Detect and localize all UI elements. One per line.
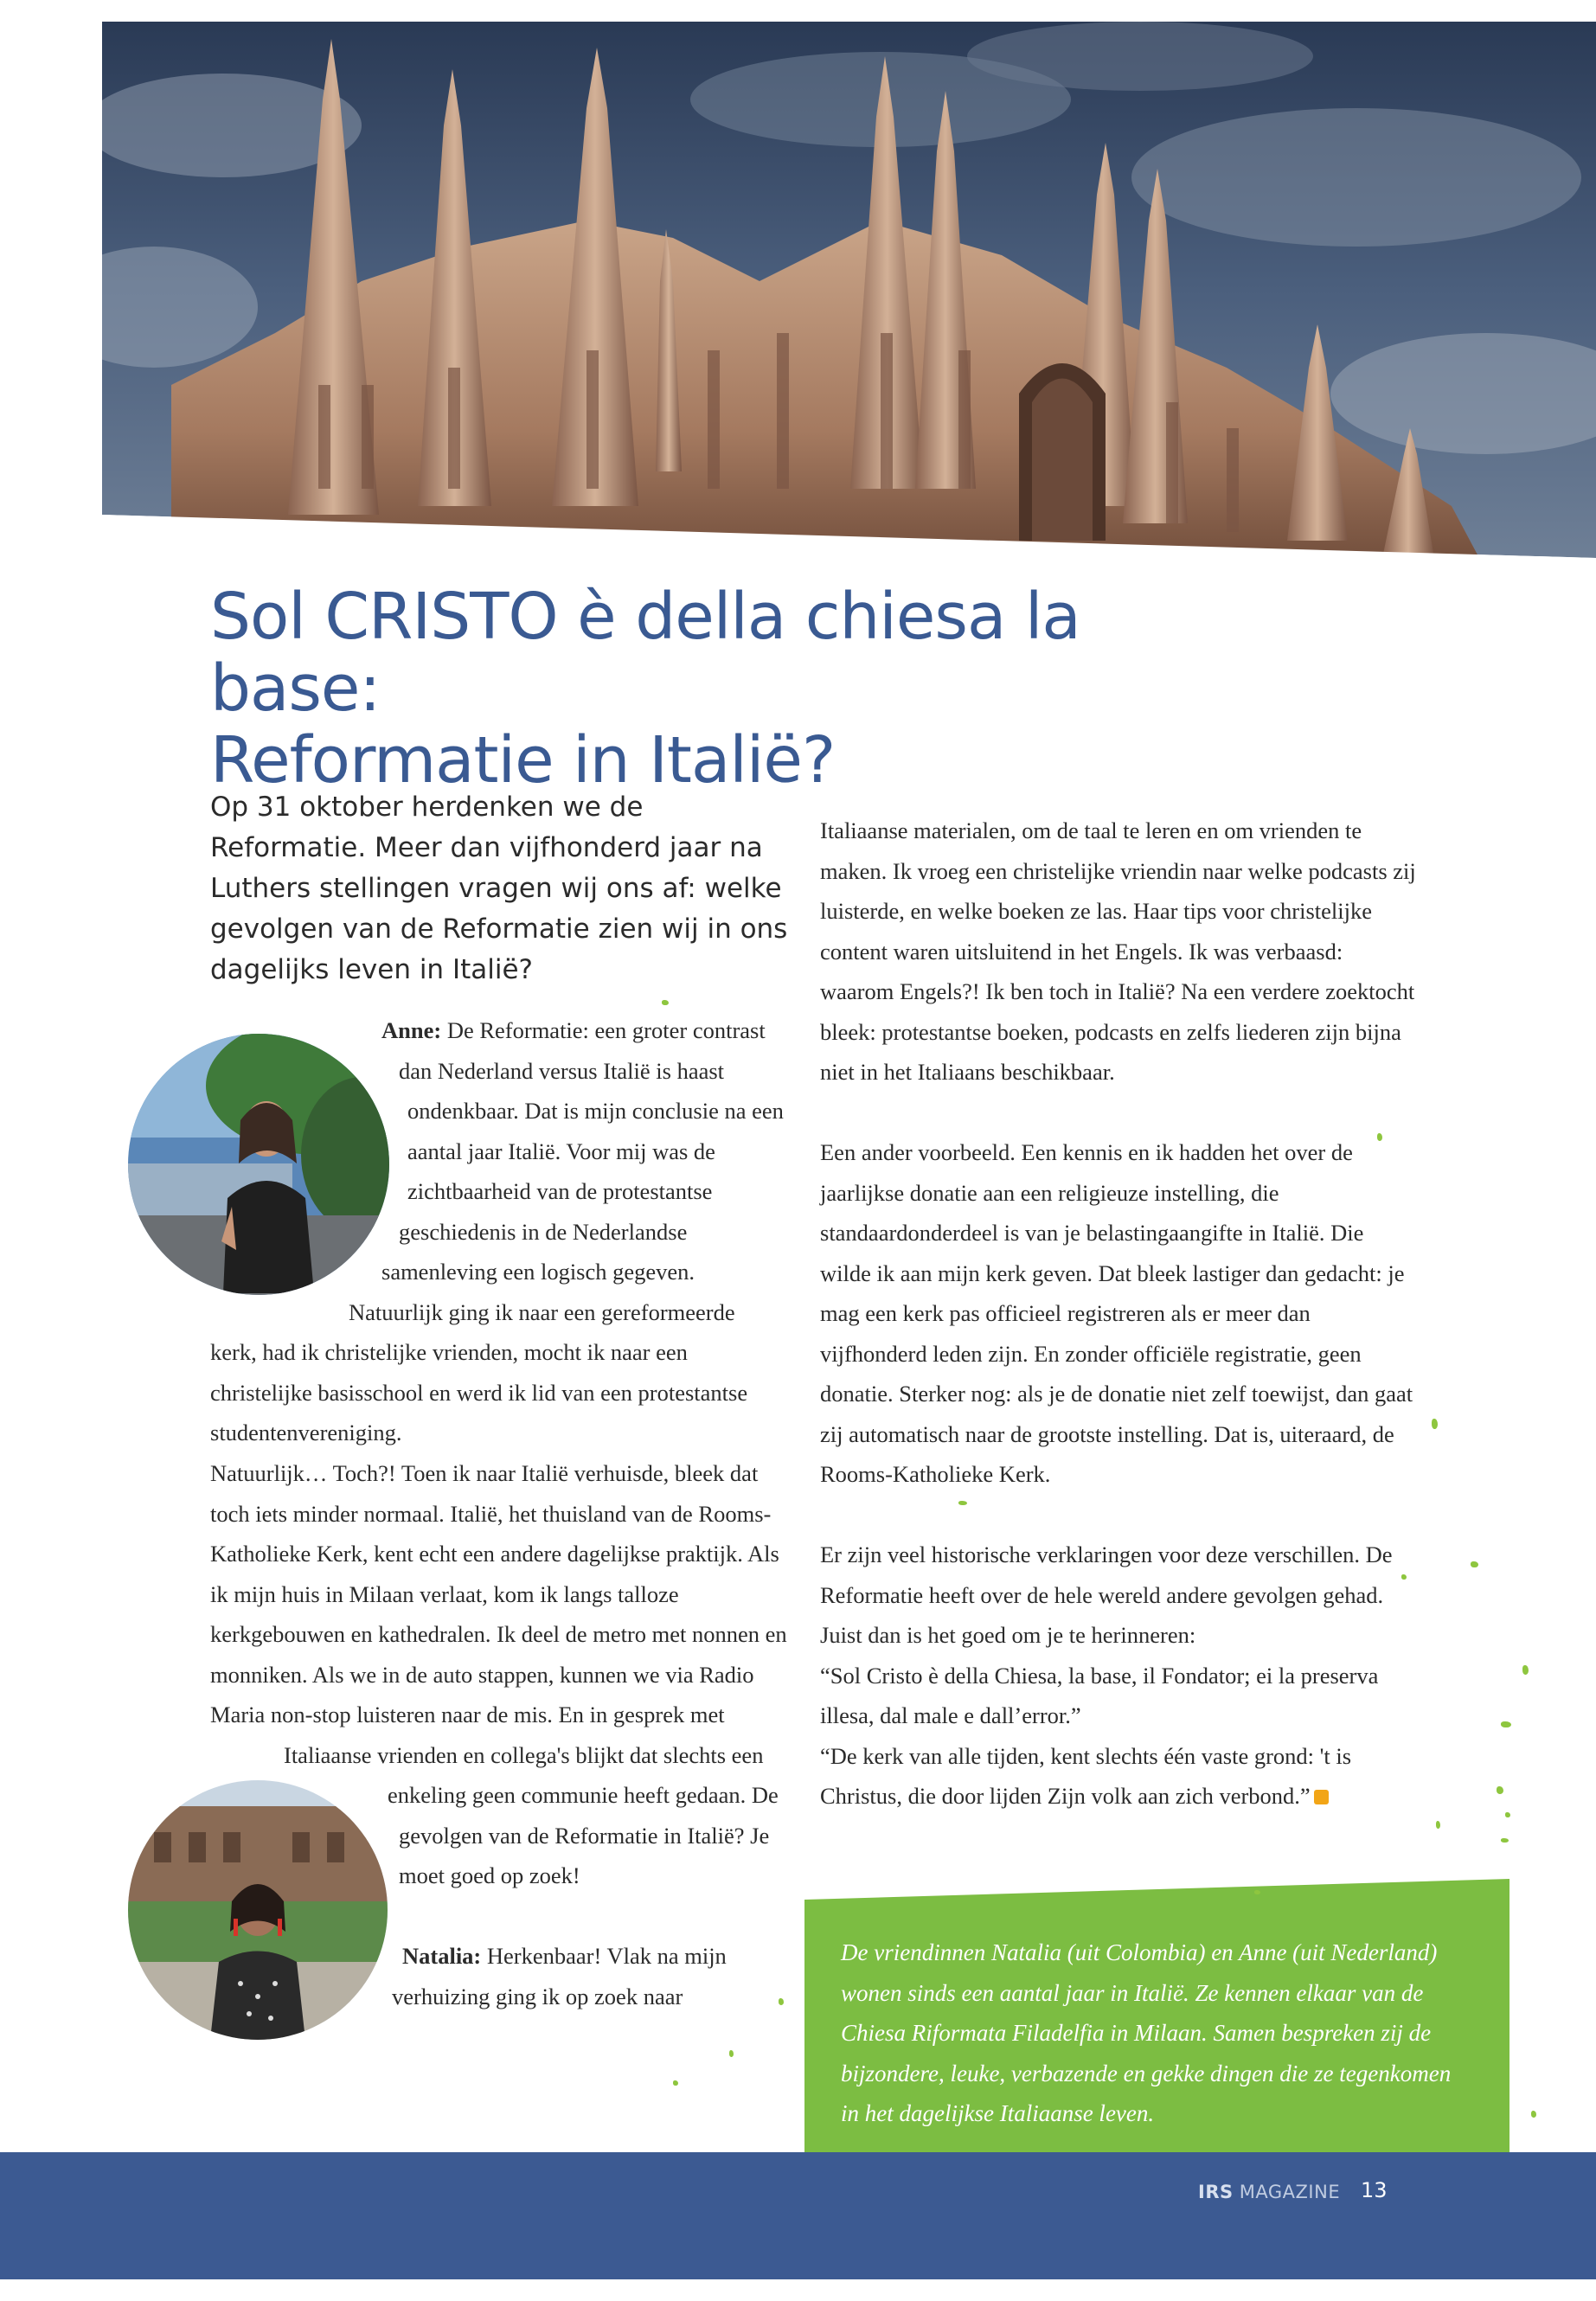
- natalia-block: [210, 1936, 772, 2016]
- end-mark-icon: [1314, 1790, 1329, 1804]
- footer-bar: [0, 2152, 1596, 2279]
- magazine-brand: IRS MAGAZINE: [1198, 2182, 1341, 2202]
- intro-paragraph: Op 31 oktober herdenken we de Reformatie. Meer dan vijfhonderd jaar na Luthers stellingen vragen wij ons af: welke gevolgen van de Reformatie zien wij in ons dagelijks leven in Italië?: [210, 792, 788, 985]
- right-paragraph-1: Italiaanse materialen, om de taal te leren en om vrienden te maken. Ik vroeg een christelijke vriendin naar welke podcasts zij luisterde, en welke boeken ze las. Haar tips voor christelijke content waren uitsluitend in het Engels. Ik was verbaasd: waarom Engels?! Ik ben toch in Italië? Na een verdere zoektocht bleek: protestantse boeken, podcasts en zelfs liederen zijn bijna niet in het Italiaans beschikbaar.: [820, 817, 1416, 1085]
- natalia-name: Natalia:: [402, 1943, 482, 1969]
- left-column: [210, 1010, 785, 1493]
- title-line-2: Reformatie in Italië?: [210, 723, 836, 798]
- callout-text: De vriendinnen Natalia (uit Colombia) en Anne (uit Nederland) wonen sinds een aantal jaar in Italië. Ze kennen elkaar van de Chiesa Riformata Filadelfia in Milaan. Samen bespreken zij de bijzondere, leuke, verbazende en gekke dingen die ze tegenkomen in het dagelijkse Italiaanse leven.: [841, 1939, 1452, 2126]
- right-paragraph-2: Een ander voorbeeld. Een kennis en ik hadden het over de jaarlijkse donatie aan een religieuze instelling, die standaardonderdeel is van je belastingaangifte in Italië. Die wilde ik aan mijn kerk geven. Dat bleek lastiger dan gedacht: je mag een kerk pas officieel registreren als er meer dan vijfhonderd leden zijn. En zonder officiële registratie, geen donatie. Sterker nog: als je de donatie niet zelf toewijst, dan gaat zij automatisch naar de grootste instelling. Dat is, uiteraard, de Rooms-Katholieke Kerk.: [820, 1139, 1413, 1487]
- quote-italian: “Sol Cristo è della Chiesa, la base, il Fondator; ei la preserva illesa, dal male e dall’error.”: [820, 1662, 1379, 1728]
- paragraph-natuurlijk: Natuurlijk… Toch?! Toen ik naar Italië verhuisde, bleek dat toch iets minder normaal. Italië, het thuisland van de Rooms-Katholieke Kerk, kent echt een andere dagelijkse praktijk. Als ik mijn huis in Milaan verlaat, kom ik langs talloze kerkgebouwen en kathedralen. Ik deel de metro met nonnen en monniken. Als we in de auto stappen, kunnen we via Radio Maria non-stop luisteren naar de mis. En in gesprek met Italiaanse vrienden en collega's blijkt dat slechts een enkeling geen communie heeft gedaan. De gevolgen van de Reformatie in Italië? Je moet goed op zoek!: [210, 1460, 787, 1888]
- quote-dutch: “De kerk van alle tijden, kent slechts één vaste grond: 't is Christus, die door lijden Zijn volk aan zich verbond.”: [820, 1742, 1352, 1809]
- right-paragraph-3: Er zijn veel historische verklaringen voor deze verschillen. De Reformatie heeft over de hele wereld andere gevolgen gehad. Juist dan is het goed om je te herinneren:: [820, 1541, 1393, 1648]
- article-title: [210, 581, 1248, 797]
- hero-photo-cathedral: [102, 22, 1596, 558]
- title-line-1: Sol CRISTO è della chiesa la base:: [210, 580, 1080, 726]
- intro-callout-box: [804, 1879, 1509, 2156]
- left-column-p2: [210, 1453, 790, 1896]
- right-column: [820, 811, 1417, 1817]
- anne-text: De Reformatie: een groter contrast dan Nederland versus Italië is haast ondenkbaar. Dat is mijn conclusie na een aantal jaar Italië. Voor mij was de zichtbaarheid van de protestantse geschiedenis in de Nederlandse samenleving een logisch gegeven. Natuurlijk ging ik naar een gereformeerde kerk, had ik christelijke vrienden, mocht ik naar een christelijke basisschool en werd ik lid van een protestantse studentenvereniging.: [210, 1017, 784, 1445]
- page-number: 13: [1361, 2178, 1388, 2202]
- anne-name: Anne:: [381, 1017, 442, 1043]
- natalia-text: Herkenbaar! Vlak na mijn verhuizing ging ik op zoek naar: [392, 1943, 727, 2009]
